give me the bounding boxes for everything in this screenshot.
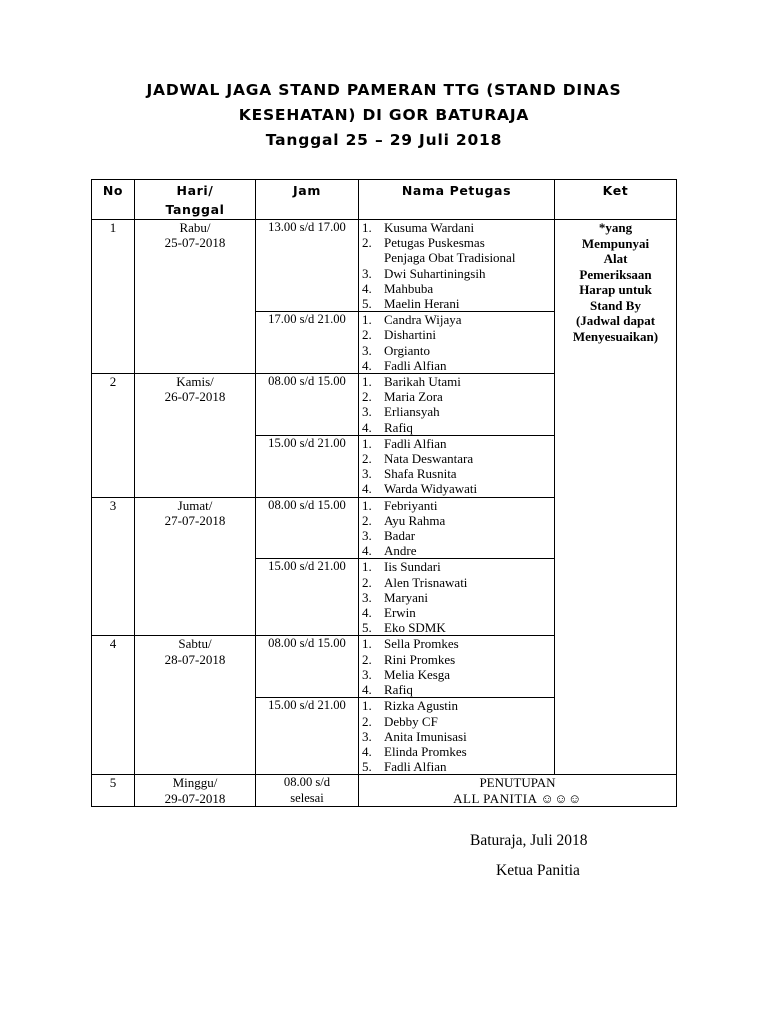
staff-name: Barikah Utami	[384, 374, 461, 390]
list-item	[359, 466, 554, 481]
staff-number: 1.	[362, 312, 372, 328]
row-day-date	[135, 775, 256, 806]
day-name: Sabtu/	[178, 636, 212, 652]
row-number: 1	[92, 220, 135, 374]
time-end: selesai	[290, 790, 324, 805]
list-item	[359, 436, 554, 451]
staff-name: Nata Deswantara	[384, 451, 474, 467]
staff-number: 1.	[362, 698, 372, 714]
shift-time	[256, 775, 359, 806]
staff-name: Eko SDMK	[384, 620, 446, 636]
staff-list	[359, 636, 554, 697]
table-body	[92, 220, 677, 807]
staff-name: Rizka Agustin	[384, 698, 459, 714]
shift-staff	[359, 435, 555, 497]
staff-name: Debby CF	[384, 713, 438, 729]
staff-name: Maelin Herani	[384, 296, 460, 312]
list-item	[359, 481, 554, 496]
staff-number: 4.	[362, 543, 372, 559]
staff-name: Fadli Alfian	[384, 435, 447, 451]
shift-time: 17.00 s/d 21.00	[256, 312, 359, 374]
staff-name: Maria Zora	[384, 389, 443, 405]
list-item	[359, 250, 554, 265]
list-item	[359, 636, 554, 651]
table-row	[92, 220, 677, 312]
staff-name: Rafiq	[384, 682, 413, 698]
row-day-date	[135, 636, 256, 775]
list-item	[359, 698, 554, 713]
list-item	[359, 620, 554, 635]
day-name: Jumat/	[177, 497, 213, 513]
notes-line: Mempunyai	[581, 235, 650, 251]
row-number: 4	[92, 636, 135, 775]
staff-name: Erwin	[384, 605, 416, 621]
list-item	[359, 266, 554, 281]
staff-number: 1.	[362, 497, 372, 513]
staff-list	[359, 220, 554, 311]
staff-name: Rini Promkes	[384, 651, 456, 667]
staff-number: 1.	[362, 374, 372, 390]
staff-number: 2.	[362, 235, 372, 251]
header-staff-names: Nama Petugas	[359, 180, 555, 220]
staff-number: 5.	[362, 620, 372, 636]
header-notes: Ket	[555, 180, 677, 220]
list-item	[359, 714, 554, 729]
shift-time: 08.00 s/d 15.00	[256, 636, 359, 698]
staff-name: Sella Promkes	[384, 636, 459, 652]
signature-place-date: Baturaja, Juli 2018	[470, 832, 588, 849]
list-item	[359, 513, 554, 528]
staff-name: Andre	[384, 543, 417, 559]
staff-number: 1.	[362, 220, 372, 235]
staff-number: 2.	[362, 512, 372, 528]
list-item	[359, 281, 554, 296]
notes-line: Menyesuaikan)	[572, 328, 659, 344]
staff-name: Fadli Alfian	[384, 759, 447, 775]
row-number: 3	[92, 497, 135, 636]
staff-name: Ayu Rahma	[384, 512, 446, 528]
list-item	[359, 575, 554, 590]
list-item	[359, 543, 554, 558]
list-item	[359, 667, 554, 682]
list-item	[359, 451, 554, 466]
staff-list	[359, 559, 554, 635]
list-item	[359, 327, 554, 342]
staff-name: Iis Sundari	[384, 559, 441, 575]
notes-line: (Jadwal dapat	[575, 313, 656, 328]
staff-name: Anita Imunisasi	[384, 728, 467, 744]
staff-name: Febriyanti	[384, 497, 438, 513]
shift-staff	[359, 698, 555, 775]
staff-number: 5.	[362, 759, 372, 775]
list-item	[359, 358, 554, 373]
notes-line: Alat	[603, 251, 628, 266]
staff-number: 3.	[362, 666, 372, 682]
header-time: Jam	[256, 180, 359, 220]
shift-time: 13.00 s/d 17.00	[256, 220, 359, 312]
staff-name: Fadli Alfian	[384, 357, 447, 373]
shift-staff	[359, 636, 555, 698]
staff-number: 3.	[362, 466, 372, 482]
closing-title: PENUTUPAN	[479, 775, 556, 791]
row-number: 2	[92, 374, 135, 498]
notes-cell	[555, 220, 677, 775]
day-name: Rabu/	[179, 220, 211, 235]
staff-number: 3.	[362, 265, 372, 281]
row-number: 5	[92, 775, 135, 806]
staff-number: 3.	[362, 528, 372, 544]
staff-number: 2.	[362, 713, 372, 729]
staff-name: Dwi Suhartiningsih	[384, 265, 486, 281]
staff-number: 1.	[362, 559, 372, 575]
shift-staff	[359, 312, 555, 374]
list-item	[359, 759, 554, 774]
staff-name: Mahbuba	[384, 280, 434, 296]
staff-name: Elinda Promkes	[384, 743, 467, 759]
header-no: No	[92, 180, 135, 220]
staff-name: Erliansyah	[384, 404, 440, 420]
shift-time: 08.00 s/d 15.00	[256, 374, 359, 436]
staff-list	[359, 436, 554, 497]
list-item	[359, 343, 554, 358]
table-row-closing	[92, 775, 677, 806]
list-item	[359, 404, 554, 419]
staff-list	[359, 374, 554, 435]
staff-name: Candra Wijaya	[384, 312, 462, 328]
list-item	[359, 296, 554, 311]
staff-name: Rafiq	[384, 419, 413, 435]
notes-line: *yang	[598, 220, 633, 235]
notes-line: Pemeriksaan	[579, 266, 652, 282]
list-item	[359, 729, 554, 744]
staff-name: Shafa Rusnita	[384, 466, 457, 482]
staff-name: Orgianto	[384, 342, 430, 358]
staff-number: 2.	[362, 389, 372, 405]
staff-number: 2.	[362, 451, 372, 467]
staff-name: Warda Widyawati	[384, 481, 478, 497]
staff-number: 5.	[362, 296, 372, 312]
row-day-date	[135, 220, 256, 374]
list-item	[359, 590, 554, 605]
day-date: 26-07-2018	[164, 389, 226, 405]
list-item	[359, 559, 554, 574]
staff-name: Alen Trisnawati	[384, 574, 468, 590]
duty-schedule-table	[91, 179, 677, 807]
title-line-1: JADWAL JAGA STAND PAMERAN TTG (STAND DINAS	[146, 81, 622, 99]
list-item	[359, 389, 554, 404]
day-name: Minggu/	[172, 775, 218, 791]
list-item	[359, 652, 554, 667]
list-item	[359, 605, 554, 620]
notes-line: Harap untuk	[579, 282, 652, 297]
staff-number: 2.	[362, 327, 372, 343]
notes-line: Stand By	[590, 297, 641, 313]
row-day-date	[135, 374, 256, 498]
shift-time: 15.00 s/d 21.00	[256, 435, 359, 497]
list-item	[359, 498, 554, 513]
list-item	[359, 420, 554, 435]
list-item	[359, 682, 554, 697]
staff-number: 3.	[362, 589, 372, 605]
header-day-label: Hari/	[176, 183, 214, 198]
shift-staff	[359, 374, 555, 436]
staff-number: 3.	[362, 404, 372, 420]
staff-number: 3.	[362, 342, 372, 358]
staff-number: 2.	[362, 574, 372, 590]
day-date: 29-07-2018	[164, 790, 226, 806]
staff-number: 2.	[362, 651, 372, 667]
table-header-row	[92, 180, 677, 220]
day-name: Kamis/	[176, 374, 214, 390]
staff-list	[359, 698, 554, 774]
staff-number: 4.	[362, 481, 372, 497]
staff-name: Melia Kesga	[384, 666, 451, 682]
list-item	[359, 220, 554, 235]
closing-all-committee: ALL PANITIA ☺☺☺	[453, 790, 582, 806]
staff-name: Maryani	[384, 589, 429, 605]
signature-role: Ketua Panitia	[496, 862, 580, 879]
staff-name: Badar	[384, 528, 416, 544]
list-item	[359, 528, 554, 543]
shift-staff	[359, 559, 555, 636]
header-date-label: Tanggal	[165, 202, 225, 217]
time-start: 08.00 s/d	[283, 775, 331, 790]
staff-number: 4.	[362, 419, 372, 435]
staff-list	[359, 312, 554, 373]
staff-number: 4.	[362, 682, 372, 698]
staff-number: 3.	[362, 728, 372, 744]
staff-number: 4.	[362, 280, 372, 296]
row-day-date	[135, 497, 256, 636]
shift-time: 15.00 s/d 21.00	[256, 698, 359, 775]
shift-time: 15.00 s/d 21.00	[256, 559, 359, 636]
staff-number: 4.	[362, 743, 372, 759]
staff-number	[359, 250, 384, 265]
staff-number: 4.	[362, 357, 372, 373]
header-day-date	[135, 180, 256, 220]
day-date: 25-07-2018	[164, 235, 226, 251]
list-item	[359, 312, 554, 327]
title-line-2: KESEHATAN) DI GOR BATURAJA	[238, 106, 530, 124]
list-item	[359, 235, 554, 250]
day-date: 27-07-2018	[164, 512, 226, 528]
staff-number: 4.	[362, 605, 372, 621]
shift-time: 08.00 s/d 15.00	[256, 497, 359, 559]
list-item	[359, 744, 554, 759]
title-date-range: Tanggal 25 – 29 Juli 2018	[265, 131, 503, 149]
staff-name: Penjaga Obat Tradisional	[384, 250, 516, 266]
closing-note	[359, 775, 677, 806]
day-date: 28-07-2018	[164, 651, 226, 667]
staff-number: 1.	[362, 636, 372, 652]
staff-list	[359, 498, 554, 559]
shift-staff	[359, 220, 555, 312]
staff-number: 1.	[362, 435, 372, 451]
shift-staff	[359, 497, 555, 559]
staff-name: Petugas Puskesmas	[384, 235, 485, 251]
list-item	[359, 374, 554, 389]
staff-name: Kusuma Wardani	[384, 220, 475, 235]
staff-name: Dishartini	[384, 327, 436, 343]
